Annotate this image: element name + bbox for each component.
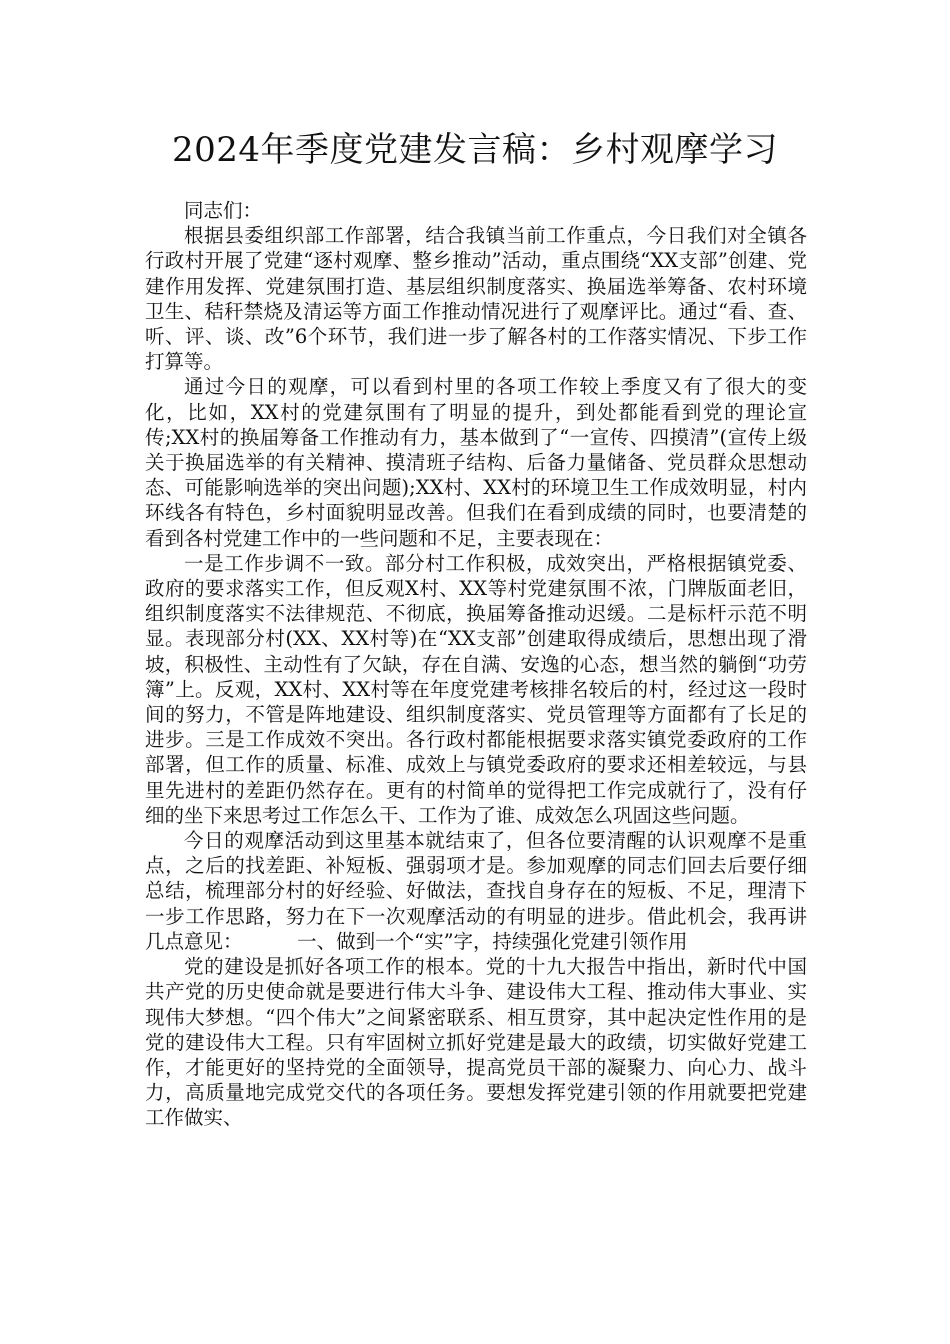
document-title: 2024年季度党建发言稿：乡村观摩学习 (171, 130, 779, 170)
section-heading-1: 一、做到一个“实”字，持续强化党建引领作用 (297, 929, 688, 953)
paragraph-5: 党的建设是抓好各项工作的根本。党的十九大报告中指出，新时代中国共产党的历史使命就是要进行伟大斗争、建设伟大工程、推动伟大事业、实现伟大梦想。“四个伟大”之间紧密联系、相互贯穿，其中起决定性作用的是党的建设伟大工程。只有牢固树立抓好党建是最大的政绩，切实做好党建工作，才能更好的坚持党的全面领导，提高党员干部的凝聚力、向心力、战斗力，高质量地完成党交代的各项任务。要想发挥党建引领的作用就要把党建工作做实、 (145, 955, 807, 1130)
greeting: 同志们： (184, 199, 263, 222)
paragraph-4-text: 今日的观摩活动到这里基本就结束了，但各位要清醒的认识观摩不是重点，之后的找差距、补短板、强弱项才是。参加观摩的同志们回去后要仔细总结，梳理部分村的好经验、好做法，查找自身存在的短板、不足，理清下一步工作思路，努力在下一次观摩活动的有明显的进步。借此机会，我再讲几点意见： (145, 829, 807, 953)
paragraph-2: 通过今日的观摩，可以看到村里的各项工作较上季度又有了很大的变化，比如，XX村的党建氛围有了明显的提升，到处都能看到党的理论宣传;XX村的换届筹备工作推动有力，基本做到了“一宣传、四摸清”(宣传上级关于换届选举的有关精神、摸清班子结构、后备力量储备、党员群众思想动态、可能影响选举的突出问题);XX村、XX村的环境卫生工作成效明显，村内环线各有特色，乡村面貌明显改善。但我们在看到成绩的同时，也要清楚的看到各村党建工作中的一些问题和不足，主要表现在： (145, 375, 807, 550)
paragraph-1: 根据县委组织部工作部署，结合我镇当前工作重点，今日我们对全镇各行政村开展了党建“逐村观摩、整乡推动”活动，重点围绕“XX支部”创建、党建作用发挥、党建氛围打造、基层组织制度落实、换届选举筹备、农村环境卫生、秸秆禁烧及清运等方面工作推动情况进行了观摩评比。通过“看、查、听、评、谈、改”6个环节，我们进一步了解各村的工作落实情况、下步工作打算等。 (145, 224, 807, 374)
paragraph-4 (145, 828, 807, 954)
document-body (145, 198, 807, 1131)
paragraph-3: 一是工作步调不一致。部分村工作积极，成效突出，严格根据镇党委、政府的要求落实工作，但反观X村、XX等村党建氛围不浓，门牌版面老旧，组织制度落实不法律规范、不彻底，换届筹备推动迟缓。二是标杆示范不明显。表现部分村(XX、XX村等)在“XX支部”创建取得成绩后，思想出现了滑坡，积极性、主动性有了欠缺，存在自满、安逸的心态，想当然的躺倒“功劳簿”上。反观，XX村、XX村等在年度党建考核排名较后的村，经过这一段时间的努力，不管是阵地建设、组织制度落实、党员管理等方面都有了长足的进步。三是工作成效不突出。各行政村都能根据要求落实镇党委政府的工作部署，但工作的质量、标准、成效上与镇党委政府的要求还相差较远，与县里先进村的差距仍然存在。更有的村简单的觉得把工作完成就行了，没有仔细的坐下来思考过工作怎么干、工作为了谁、成效怎么巩固这些问题。 (145, 551, 807, 827)
